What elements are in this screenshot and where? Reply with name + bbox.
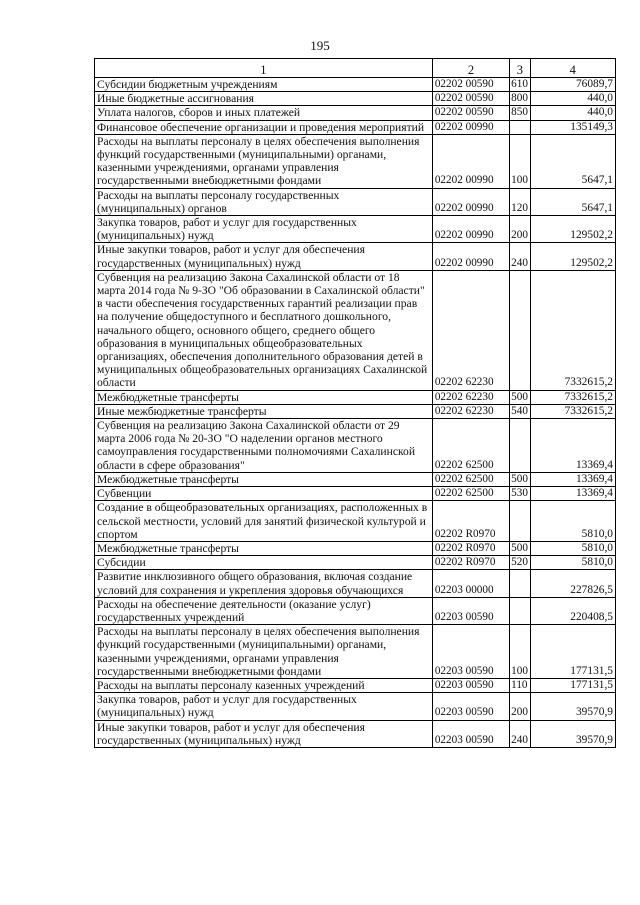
table-row [95, 216, 616, 243]
row-name: Межбюджетные трансферты [95, 541, 433, 555]
row-amount: 220408,5 [530, 597, 616, 624]
row-name: Закупка товаров, работ и услуг для государственных (муниципальных) нужд [95, 693, 433, 720]
row-code: 02202 00590 [432, 92, 509, 106]
row-type [510, 270, 530, 390]
row-amount: 7332615,2 [530, 390, 616, 404]
row-amount: 440,0 [530, 92, 616, 106]
row-code: 02202 R0970 [432, 556, 509, 570]
row-code: 02203 00590 [432, 678, 509, 692]
row-amount: 227826,5 [530, 570, 616, 597]
row-amount: 7332615,2 [530, 404, 616, 418]
row-name: Иные межбюджетные трансферты [95, 404, 433, 418]
row-amount: 5647,1 [530, 134, 616, 188]
row-name: Субвенции [95, 487, 433, 501]
row-amount: 177131,5 [530, 678, 616, 692]
row-name: Финансовое обеспечение организации и проведения мероприятий [95, 120, 433, 134]
row-name: Расходы на выплаты персоналу государственных (муниципальных) органов [95, 188, 433, 215]
column-header-1: 1 [95, 59, 433, 78]
row-amount: 5810,0 [530, 556, 616, 570]
row-code: 02203 00000 [432, 570, 509, 597]
column-header-3: 3 [510, 59, 530, 78]
table-row [95, 188, 616, 215]
row-code: 02203 00590 [432, 693, 509, 720]
row-type: 500 [510, 390, 530, 404]
row-code: 02202 R0970 [432, 541, 509, 555]
page-number: 195 [310, 38, 330, 53]
row-type: 610 [510, 78, 530, 92]
table-row [95, 625, 616, 679]
table-row [95, 501, 616, 542]
row-type: 850 [510, 106, 530, 120]
row-amount: 440,0 [530, 106, 616, 120]
row-type [510, 120, 530, 134]
row-type: 120 [510, 188, 530, 215]
header-row [95, 59, 616, 78]
row-type: 530 [510, 487, 530, 501]
row-type: 200 [510, 693, 530, 720]
table-row [95, 390, 616, 404]
row-code: 02203 00590 [432, 625, 509, 679]
table-row [95, 693, 616, 720]
table-row [95, 541, 616, 555]
row-name: Развитие инклюзивного общего образования, включая создание условий для сохранения и укрепления здоровья обучающихся [95, 570, 433, 597]
row-name: Уплата налогов, сборов и иных платежей [95, 106, 433, 120]
row-amount: 39570,9 [530, 693, 616, 720]
row-type [510, 597, 530, 624]
column-header-2: 2 [432, 59, 509, 78]
row-amount: 129502,2 [530, 216, 616, 243]
row-type: 110 [510, 678, 530, 692]
row-code: 02202 62500 [432, 487, 509, 501]
row-amount: 5810,0 [530, 501, 616, 542]
row-amount: 177131,5 [530, 625, 616, 679]
row-name: Закупка товаров, работ и услуг для государственных (муниципальных) нужд [95, 216, 433, 243]
row-name: Создание в общеобразовательных организациях, расположенных в сельской местности, условий для занятий физической культурой и спортом [95, 501, 433, 542]
row-name: Расходы на выплаты персоналу казенных учреждений [95, 678, 433, 692]
row-name: Субвенция на реализацию Закона Сахалинской области от 29 марта 2006 года № 20-ЗО "О наделении органов местного самоуправления государственными полномочиями Сахалинской области в сфере образования" [95, 419, 433, 473]
row-type: 800 [510, 92, 530, 106]
row-type: 500 [510, 472, 530, 486]
row-name: Субвенция на реализацию Закона Сахалинской области от 18 марта 2014 года № 9-ЗО "Об образовании в Сахалинской области" в части обеспечения государственных гарантий реализации прав на получение общедоступного и бесплатного дошкольного, начального общего, основного общего, среднего общего образования в муниципальных общеобразовательных организациях, обеспечения дополнительного образования детей в муниципальных общеобразовательных организациях Сахалинской области [95, 270, 433, 390]
table-row [95, 134, 616, 188]
row-name: Расходы на выплаты персоналу в целях обеспечения выполнения функций государственными (муниципальными) органами, казенными учреждениями, органами управления государственными внебюджетными фондами [95, 625, 433, 679]
table-row [95, 270, 616, 390]
row-name: Расходы на выплаты персоналу в целях обеспечения выполнения функций государственными (муниципальными) органами, казенными учреждениями, органами управления государственными внебюджетными фондами [95, 134, 433, 188]
table-row [95, 720, 616, 747]
row-code: 02202 62230 [432, 404, 509, 418]
row-code: 02202 00990 [432, 188, 509, 215]
table-row [95, 404, 616, 418]
budget-table [94, 58, 616, 748]
row-name: Субсидии бюджетным учреждениям [95, 78, 433, 92]
row-code: 02202 62230 [432, 270, 509, 390]
row-type: 240 [510, 720, 530, 747]
row-amount: 5810,0 [530, 541, 616, 555]
row-amount: 7332615,2 [530, 270, 616, 390]
row-code: 02202 00990 [432, 120, 509, 134]
row-type: 500 [510, 541, 530, 555]
row-code: 02202 00990 [432, 134, 509, 188]
row-name: Межбюджетные трансферты [95, 472, 433, 486]
table-row [95, 106, 616, 120]
row-code: 02202 00590 [432, 106, 509, 120]
row-type: 100 [510, 134, 530, 188]
row-code: 02202 00990 [432, 243, 509, 270]
row-amount: 129502,2 [530, 243, 616, 270]
column-header-4: 4 [530, 59, 616, 78]
row-type: 540 [510, 404, 530, 418]
table-row [95, 78, 616, 92]
table-row [95, 92, 616, 106]
table-row [95, 243, 616, 270]
row-name: Субсидии [95, 556, 433, 570]
row-amount: 13369,4 [530, 472, 616, 486]
row-name: Иные закупки товаров, работ и услуг для обеспечения государственных (муниципальных) нужд [95, 243, 433, 270]
row-amount: 39570,9 [530, 720, 616, 747]
row-name: Иные закупки товаров, работ и услуг для обеспечения государственных (муниципальных) нужд [95, 720, 433, 747]
row-name: Расходы на обеспечение деятельности (оказание услуг) государственных учреждений [95, 597, 433, 624]
table-row [95, 556, 616, 570]
row-code: 02202 62500 [432, 472, 509, 486]
row-code: 02203 00590 [432, 720, 509, 747]
row-name: Иные бюджетные ассигнования [95, 92, 433, 106]
table-row [95, 472, 616, 486]
row-amount: 5647,1 [530, 188, 616, 215]
row-type [510, 419, 530, 473]
table-row [95, 487, 616, 501]
row-code: 02202 R0970 [432, 501, 509, 542]
row-type: 100 [510, 625, 530, 679]
row-code: 02202 62500 [432, 419, 509, 473]
row-code: 02202 00590 [432, 78, 509, 92]
table-row [95, 597, 616, 624]
row-amount: 13369,4 [530, 487, 616, 501]
row-name: Межбюджетные трансферты [95, 390, 433, 404]
table-row [95, 120, 616, 134]
row-amount: 135149,3 [530, 120, 616, 134]
row-type: 240 [510, 243, 530, 270]
row-code: 02203 00590 [432, 597, 509, 624]
row-type: 520 [510, 556, 530, 570]
row-type [510, 501, 530, 542]
row-amount: 76089,7 [530, 78, 616, 92]
table-row [95, 419, 616, 473]
row-type: 200 [510, 216, 530, 243]
table-row [95, 678, 616, 692]
row-code: 02202 62230 [432, 390, 509, 404]
row-amount: 13369,4 [530, 419, 616, 473]
table-row [95, 570, 616, 597]
row-type [510, 570, 530, 597]
row-code: 02202 00990 [432, 216, 509, 243]
